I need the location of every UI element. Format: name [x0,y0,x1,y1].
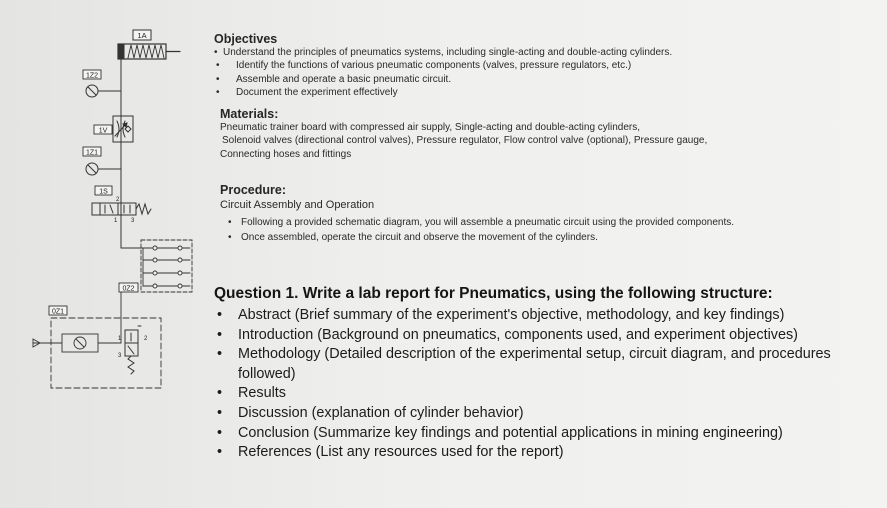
list-item: • Following a provided schematic diagram, you will assemble a pneumatic circuit using the provided components. [220,216,734,229]
port-label: 3 [118,353,122,359]
port-label: 2 [144,336,148,342]
label-1s: 1S [99,188,108,196]
list-item: • Assemble and operate a basic pneumatic circuit. [214,73,672,86]
list-item: • Discussion (explanation of cylinder behavior) [214,404,874,424]
label-1a: 1A [137,31,147,40]
procedure-subheading: Circuit Assembly and Operation [220,199,375,211]
procedure-list [220,216,734,245]
label-1z2: 1Z2 [85,72,99,80]
materials-line: Solenoid valves (directional control valves), Pressure regulator, Flow control valve (optional), Pressure gauge, [222,135,708,147]
list-item: • Identify the functions of various pneumatic components (valves, pressure regulators, etc.) [214,59,672,72]
list-item: • Results [214,384,874,404]
label-1v: 1V [98,127,108,135]
objectives-section [214,32,672,100]
list-item: • Once assembled, operate the circuit and observe the movement of the cylinders. [220,231,734,244]
materials-heading: Materials: [220,107,279,121]
pressure-gauge-icon [86,85,121,97]
procedure-heading: Procedure: [220,183,286,197]
port-label: 1 [118,336,122,342]
port-label: 2 [116,197,120,203]
materials-line: Connecting hoses and fittings [220,148,352,160]
list-item: • References (List any resources used for the report) [214,443,874,463]
list-item: • Document the experiment effectively [214,86,672,99]
question-list [214,306,874,463]
label-0z1: 0Z1 [51,308,65,316]
list-item: • Conclusion (Summarize key findings and potential applications in mining engineering) [214,424,874,444]
double-acting-cylinder-icon [118,30,180,59]
label-0z2: 0Z2 [122,285,135,293]
list-item: • Understand the principles of pneumatics systems, including single-acting and double-acting cylinders. [214,46,672,59]
pneumatic-circuit-diagram [0,0,200,508]
question-section [214,285,874,463]
materials-section [220,107,707,161]
objectives-list [214,46,672,100]
question-heading: Question 1. Write a lab report for Pneumatics, using the following structure: [214,285,773,302]
label-1z1: 1Z1 [85,149,99,157]
list-item: • Methodology (Detailed description of the experimental setup, circuit diagram, and procedures followed) [214,345,874,384]
procedure-section [220,183,734,247]
port-label: 3 [131,218,135,224]
pressure-gauge-icon [86,163,121,175]
objectives-heading: Objectives [214,32,278,46]
materials-line: Pneumatic trainer board with compressed air supply, Single-acting and double-acting cylinders, [220,122,641,133]
list-item: • Introduction (Background on pneumatics, components used, and experiment objectives) [214,326,874,346]
list-item: • Abstract (Brief summary of the experiment's objective, methodology, and key findings) [214,306,874,326]
shutoff-valve-icon [125,326,141,374]
one-way-flow-control-valve-icon [113,116,133,142]
port-label: 1 [114,218,118,224]
